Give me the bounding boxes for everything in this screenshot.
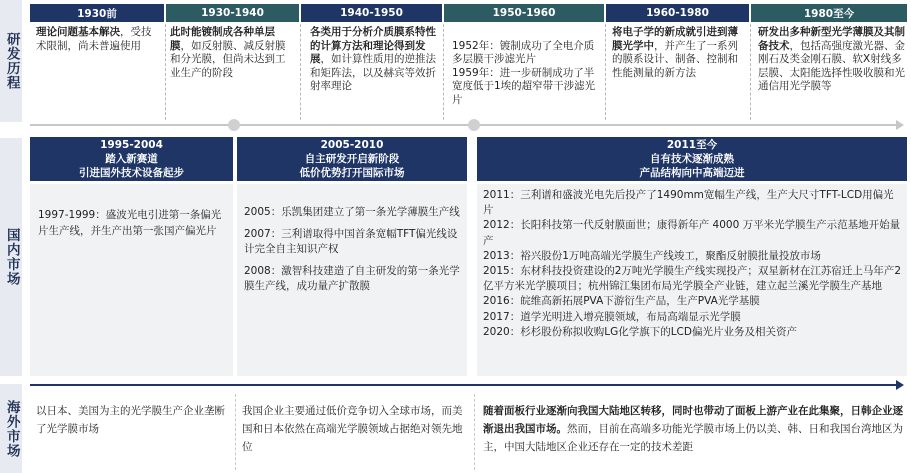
rd-period-label: 1930-1940 <box>201 7 264 19</box>
section-label-domestic <box>0 138 22 376</box>
rd-separator <box>605 24 606 120</box>
overseas-col-2 <box>242 402 470 456</box>
domestic-event: 2020：杉杉股份称拟收购LG化学旗下的LCD偏光片业务及相关资产 <box>483 325 797 338</box>
domestic-event: 2015：东材科技投资建设的2万吨光学膜生产线实现投产；双星新材在江苏宿迁上马年产2亿平方米光学膜项目；杭州锦江集团布局光学膜全产业链，建立起兰溪光学膜生产基地 <box>483 265 902 293</box>
domestic-band-line2: 产品结构向中高端迈进 <box>639 167 745 179</box>
overseas-text: 我国企业主要通过低价竞争切入全球市场，而美国和日本依然在高端光学膜领域占据绝对领先地位 <box>242 405 463 453</box>
rd-separator <box>750 24 751 120</box>
section-label-rd <box>0 0 22 122</box>
domestic-band-2 <box>237 137 467 181</box>
rd-cell-text: ，如反射膜、减反射膜和分光膜，但尚未达到工业生产的阶段 <box>170 39 286 79</box>
rd-period-header-4 <box>444 4 604 22</box>
domestic-band-line1: 自有技术逐渐成熟 <box>650 153 734 165</box>
rd-cell-bold: 各类用于分析介质膜系特性的计算方法和理论得到发展 <box>310 26 436 65</box>
overseas-text: 以日本、美国为主的光学膜生产企业垄断了光学膜市场 <box>36 405 225 435</box>
rd-separator <box>165 24 166 120</box>
rd-period-label: 1980至今 <box>803 7 855 20</box>
section-label-rd-text: 研发历程 <box>3 32 20 90</box>
overseas-separator <box>235 394 236 470</box>
rd-cell-3 <box>310 26 440 94</box>
domestic-event: 2016：皖维高新拓展PVA下游衍生产品，生产PVA光学基膜 <box>483 295 760 308</box>
timeline-arrowhead <box>896 120 904 130</box>
section-label-domestic-text: 国内市场 <box>3 228 20 286</box>
rd-cell-6 <box>758 26 906 94</box>
rd-period-header-2 <box>166 4 299 22</box>
timeline-axis <box>30 124 898 126</box>
domestic-band-line2: 低价优势打开国际市场 <box>299 167 405 179</box>
section-label-overseas-text: 海外市场 <box>3 399 20 458</box>
domestic-event: 2007：三利谱取得中国首条宽幅TFT偏光线设计完全自主知识产权 <box>244 227 458 255</box>
rd-cell-text: ，并产生了一系列的膜系设计、制备、控制和性能测量的新方法 <box>612 39 738 79</box>
domestic-event: 2011：三利谱和盛波光电先后投产了1490mm宽幅生产线，生产大尺寸TFT-LCD用偏光片 <box>483 189 894 217</box>
overseas-arrowhead <box>896 380 904 390</box>
domestic-band-line1: 踏入新赛道 <box>105 153 158 165</box>
overseas-text-bold: 随着面板行业逐渐向我国大陆地区转移，同时也带动了面板上游产业在此集聚，日韩企业逐渐退出我国市场。 <box>483 405 903 435</box>
rd-cell-5 <box>612 26 746 80</box>
domestic-band-period: 2011至今 <box>666 139 718 151</box>
overseas-col-1 <box>36 402 226 438</box>
rd-cell-text: ，包括高强度激光器、金刚石及类金刚石膜、软X射线多层膜、太阳能选择性吸收膜和光通信用光学膜等 <box>758 39 905 92</box>
rd-period-label: 1950-1960 <box>492 7 556 19</box>
rd-separator <box>300 24 301 120</box>
domestic-event: 2005：乐凯集团建立了第一条光学薄膜生产线 <box>244 206 460 218</box>
domestic-col-2 <box>244 205 462 301</box>
rd-cell-2 <box>170 26 294 80</box>
rd-period-header-1 <box>30 4 164 22</box>
rd-period-label: 1940-1950 <box>340 7 403 19</box>
timeline-dot <box>228 119 240 131</box>
domestic-col-3 <box>483 188 904 340</box>
domestic-col-1 <box>38 208 228 245</box>
overseas-timeline <box>30 384 898 386</box>
domestic-event: 2017：道学光明进入增亮膜领域，布局高端显示光学膜 <box>483 310 741 323</box>
domestic-event: 2012：长阳科技第一代反射膜面世；康得新年产 4000 万平米光学膜生产示范基地开始量产 <box>483 219 901 247</box>
rd-separator <box>443 24 444 120</box>
domestic-band-3 <box>477 137 907 181</box>
rd-cell-1 <box>36 26 160 53</box>
overseas-separator <box>474 394 475 470</box>
domestic-event: 1997-1999：盛波光电引进第一条偏光片生产线，并生产出第一张国产偏光片 <box>38 209 222 237</box>
rd-period-label: 1930前 <box>77 7 117 20</box>
rd-cell-bold: 此时能镀制成各种单层膜 <box>170 26 275 52</box>
rd-cell-text: ，受技术限制，尚未普遍使用 <box>36 26 152 52</box>
rd-period-header-5 <box>606 4 749 22</box>
domestic-event: 2013：裕兴股份1万吨高端光学膜生产线竣工，聚酯反射膜批量投放市场 <box>483 249 821 262</box>
domestic-band-period: 1995-2004 <box>100 139 163 151</box>
rd-period-label: 1960-1980 <box>646 7 709 19</box>
rd-cell-bold: 研发出多种新型光学薄膜及其制备技术 <box>758 26 905 52</box>
domestic-band-1 <box>30 137 233 181</box>
domestic-band-line2: 引进国外技术设备起步 <box>79 167 184 179</box>
domestic-event: 2008：激智科技建造了自主研发的第一条光学膜生产线，成功量产扩散膜 <box>244 264 460 292</box>
rd-cell-text: 1952年：镀制成功了全电介质多层膜干涉滤光片 1959年：进一步研制成功了半宽度低于1埃的超窄带干涉滤光片 <box>452 39 596 106</box>
rd-period-header-6 <box>751 4 907 22</box>
rd-cell-4 <box>452 26 600 107</box>
section-label-overseas <box>0 384 22 473</box>
rd-cell-text: ，如计算性质用的逆推法和矩阵法，以及赫宾等效折射率理论 <box>310 53 436 92</box>
rd-cell-bold: 理论问题基本解决 <box>36 26 120 38</box>
overseas-col-3 <box>483 402 907 456</box>
domestic-band-line1: 自主研发开启新阶段 <box>304 153 400 165</box>
rd-cell-bold: 将电子学的新成就引进到薄膜光学中 <box>612 26 738 52</box>
domestic-band-period: 2005-2010 <box>320 139 384 151</box>
overseas-text: 然而，目前在高端多功能光学膜市场上仍以美、韩、日和我国台湾地区为主，中国大陆地区企业还存在一定的技术差距 <box>483 423 903 453</box>
timeline-dot <box>468 119 480 131</box>
rd-period-header-3 <box>301 4 442 22</box>
